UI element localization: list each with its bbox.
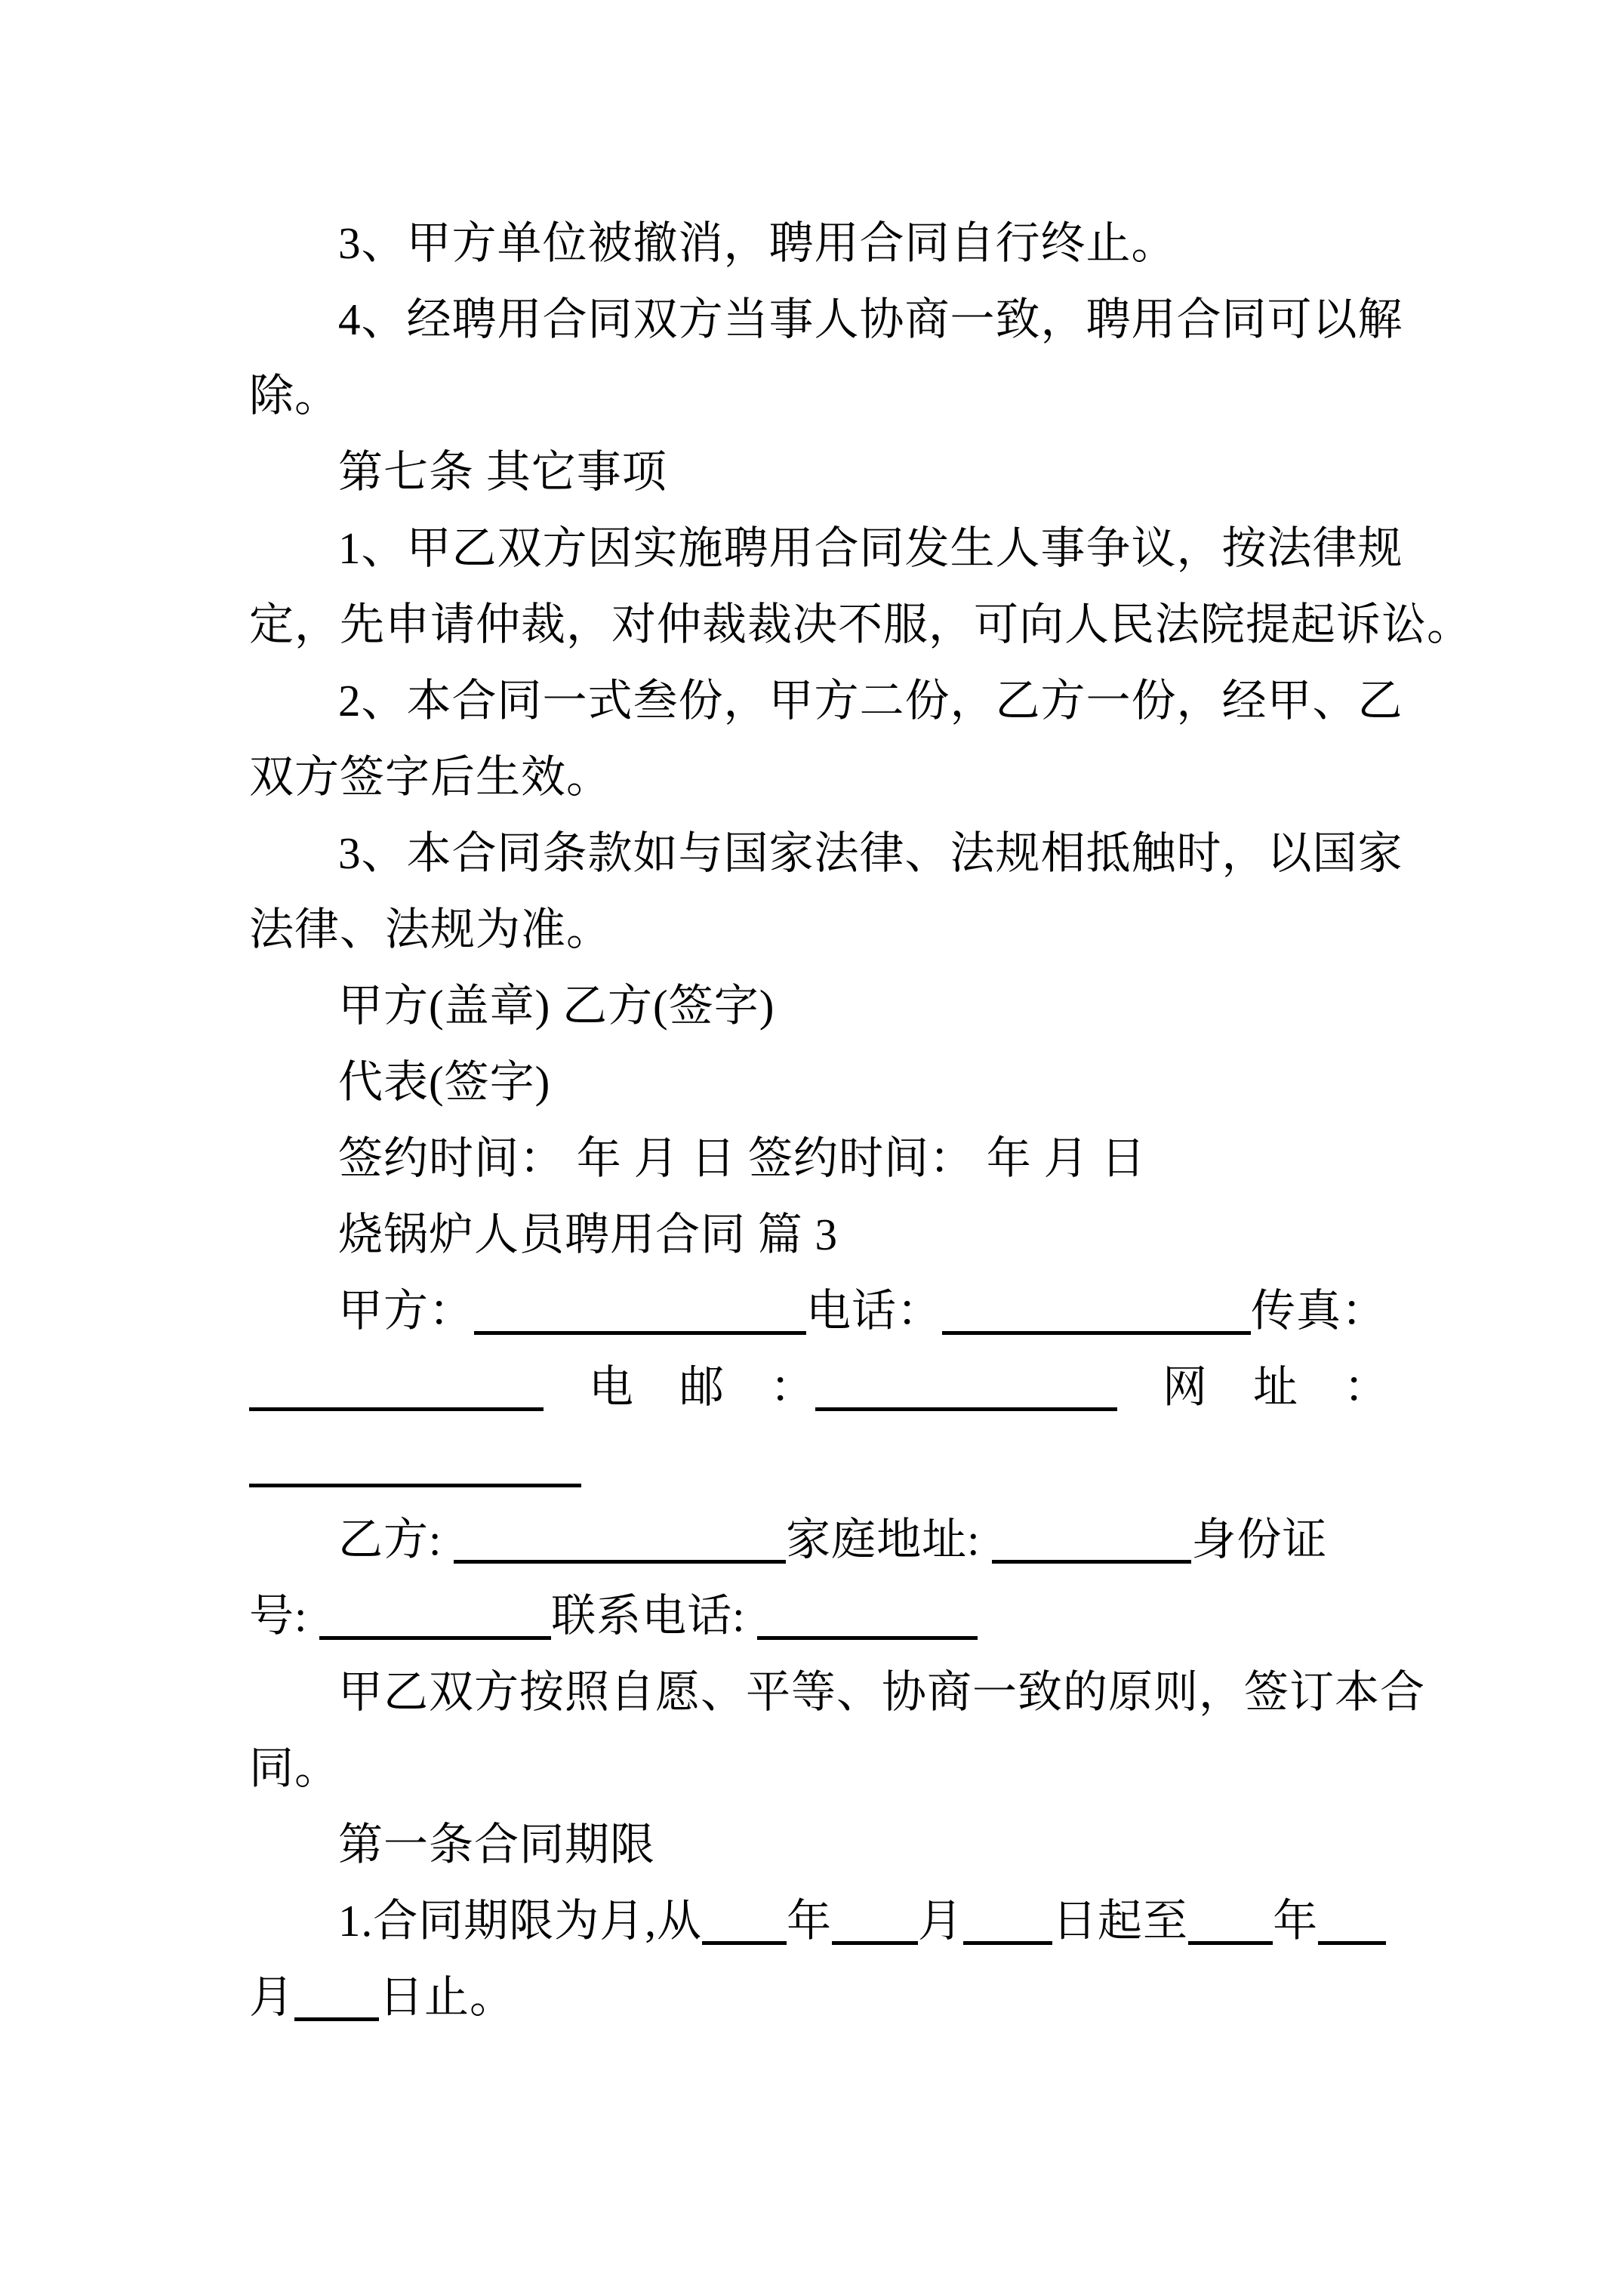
text-line: [249, 1425, 1406, 1502]
text-run: 月: [918, 1896, 964, 1946]
text-line: [249, 1502, 1406, 1578]
text-run: 第一条合同期限: [338, 1820, 656, 1869]
text-run: 月: [249, 1972, 295, 2022]
text-run: 传真：: [1251, 1286, 1387, 1336]
blank-fill-in-line: [963, 1932, 1052, 1945]
text-run: 4、经聘用合同双方当事人协商一致，聘用合同可以解: [338, 294, 1403, 344]
text-run: 同。: [249, 1743, 340, 1793]
text-run: 甲方(盖章) 乙方(签字): [338, 981, 775, 1031]
text-line: [249, 358, 1406, 434]
blank-fill-in-line: [454, 1551, 786, 1564]
blank-fill-in-line: [474, 1322, 806, 1335]
text-line: [249, 1197, 1406, 1273]
text-run: 定，先申请仲裁，对仲裁裁决不服，可向人民法院提起诉讼。: [249, 599, 1473, 649]
text-line: [249, 1807, 1406, 1883]
blank-fill-in-line: [832, 1932, 918, 1945]
blank-fill-in-line: [702, 1932, 787, 1945]
blank-fill-in-line: [1318, 1932, 1386, 1945]
blank-fill-in-line: [992, 1551, 1191, 1564]
blank-fill-in-line: [757, 1627, 978, 1640]
text-run: 签约时间： 年 月 日 签约时间： 年 月 日: [338, 1133, 1147, 1183]
text-run: 烧锅炉人员聘用合同 篇 3: [338, 1210, 839, 1259]
text-run: 网 址 ：: [1117, 1362, 1390, 1412]
text-line: [249, 1578, 1406, 1654]
text-run: 法律、法规为准。: [249, 905, 612, 954]
document-content: [249, 205, 1473, 2036]
text-run: 除。: [249, 371, 340, 421]
text-run: 日止。: [379, 1972, 516, 2022]
text-run: 3、甲方单位被撤消，聘用合同自行终止。: [338, 218, 1177, 268]
text-run: 电 邮 ：: [544, 1362, 816, 1412]
text-line: [249, 1273, 1406, 1349]
blank-fill-in-line: [1188, 1932, 1273, 1945]
text-run: 年: [1273, 1896, 1319, 1946]
text-run: 号:: [249, 1591, 320, 1641]
text-line: [249, 1883, 1406, 1959]
text-run: 第七条 其它事项: [338, 447, 667, 497]
text-line: [249, 1120, 1406, 1197]
text-run: 家庭地址:: [786, 1515, 993, 1564]
blank-fill-in-line: [815, 1398, 1117, 1411]
text-run: 3、本合同条款如与国家法律、法规相抵触时，以国家: [338, 828, 1403, 878]
text-line: [249, 205, 1406, 282]
blank-fill-in-line: [942, 1322, 1251, 1335]
text-line: [249, 434, 1406, 510]
blank-fill-in-line: [249, 1475, 581, 1487]
text-line: [249, 663, 1406, 739]
blank-fill-in-line: [249, 1398, 544, 1411]
text-run: 1.合同期限为月,从: [338, 1896, 703, 1946]
text-line: [249, 815, 1406, 892]
text-run: 代表(签字): [338, 1057, 551, 1107]
text-run: 甲乙双方按照自愿、平等、协商一致的原则，签订本合: [338, 1667, 1426, 1717]
text-run: 身份证: [1191, 1515, 1328, 1564]
text-line: [249, 1959, 1406, 2036]
text-line: [249, 739, 1406, 815]
text-line: [249, 282, 1406, 358]
text-line: [249, 587, 1473, 663]
blank-fill-in-line: [294, 2008, 379, 2021]
text-line: [249, 1349, 1406, 1425]
text-run: 甲方：: [338, 1286, 475, 1336]
text-line: [249, 510, 1406, 587]
text-line: [249, 1044, 1406, 1120]
text-line: [249, 1654, 1426, 1730]
text-run: 2、本合同一式叁份，甲方二份，乙方一份，经甲、乙: [338, 676, 1403, 726]
text-run: 日起至: [1052, 1896, 1189, 1946]
text-line: [249, 1730, 1406, 1807]
text-run: 电话：: [806, 1286, 943, 1336]
text-run: 年: [787, 1896, 833, 1946]
text-run: 双方签字后生效。: [249, 752, 612, 802]
text-run: 联系电话:: [551, 1591, 758, 1641]
text-run: 乙方:: [338, 1515, 454, 1564]
blank-fill-in-line: [319, 1627, 551, 1640]
text-line: [249, 968, 1406, 1044]
text-run: 1、甲乙双方因实施聘用合同发生人事争议，按法律规: [338, 523, 1403, 573]
text-line: [249, 892, 1406, 968]
